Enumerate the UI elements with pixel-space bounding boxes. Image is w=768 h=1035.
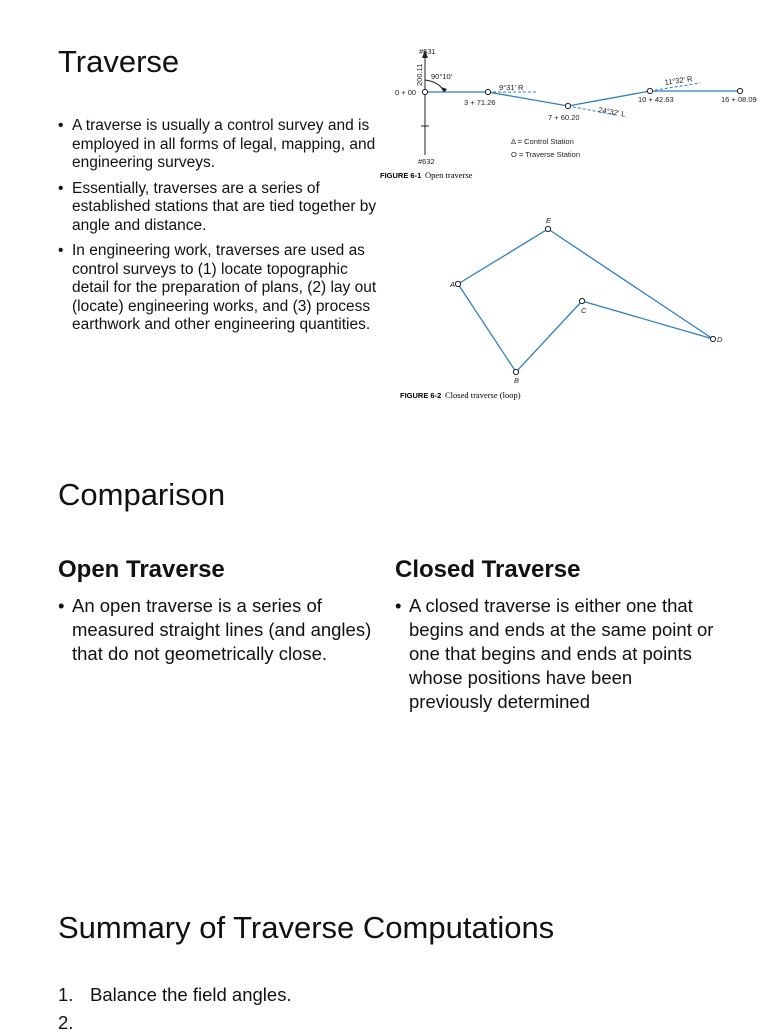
- open-traverse-list: [58, 594, 378, 666]
- point-e-label: E: [546, 216, 552, 225]
- closed-traverse-figure: [395, 212, 735, 404]
- summary-step-1-text: Balance the field angles.: [90, 984, 292, 1005]
- station-4: [737, 88, 742, 93]
- point-d-label: D: [717, 335, 723, 344]
- station-1: [485, 89, 490, 94]
- figure-6-1-number: FIGURE 6-1: [380, 171, 422, 180]
- traverse-bullet-2: • Essentially, traverses are a series of established stations that are tied together by angle and distance.: [58, 180, 378, 236]
- vertical-distance-label: 200.11: [415, 63, 424, 86]
- figure-6-1-caption: Open traverse: [425, 170, 473, 180]
- point-a: [455, 281, 460, 286]
- station-3: [647, 88, 652, 93]
- station-5-label: 16 + 08.09: [721, 95, 757, 104]
- point-c: [579, 298, 584, 303]
- closed-traverse-text: • A closed traverse is either one that begins and ends at the same point or one that begins and ends at points whose positions have been previously determined: [395, 594, 715, 714]
- traverse-bullet-list: [58, 117, 378, 342]
- bottom-station-label: #632: [418, 157, 435, 166]
- traverse-bullet-1: • A traverse is usually a control survey and is employed in all forms of legal, mapping, and engineering surveys.: [58, 117, 378, 173]
- traverse-bullet-3: • In engineering work, traverses are used as control surveys to (1) locate topographic detail for the preparation of plans, (2) lay out (locate) engineering works, and (3) process earthwork and other engineering quantities.: [58, 242, 378, 335]
- legend-traverse-station: O = Traverse Station: [511, 150, 580, 159]
- angle-3-label: 24°32′ L: [597, 105, 627, 119]
- point-e: [545, 226, 550, 231]
- slide-title-comparison: Comparison: [58, 477, 226, 512]
- summary-step-2-number: 2.: [58, 1012, 74, 1033]
- angle-1-label: 90°10′: [431, 72, 453, 81]
- station-2-label: 3 + 71.26: [464, 98, 496, 107]
- station-3-label: 7 + 60.20: [548, 113, 580, 122]
- station-4-label: 10 + 42.63: [638, 95, 674, 104]
- slide-title-summary: Summary of Traverse Computations: [58, 910, 555, 945]
- open-traverse-figure: [378, 44, 768, 186]
- summary-step-1-number: 1.: [58, 984, 74, 1005]
- angle-arc: [425, 80, 444, 92]
- start-station-label: 0 + 00: [395, 88, 417, 97]
- open-traverse-text: • An open traverse is a series of measured straight lines (and angles) that do not geometrically close.: [58, 594, 378, 666]
- top-station-label: #631: [419, 47, 436, 56]
- station-0: [422, 89, 427, 94]
- angle-2-label: 9°31′ R: [499, 83, 524, 92]
- closed-traverse-heading: Closed Traverse: [395, 556, 581, 583]
- slide-title-traverse: Traverse: [58, 44, 180, 79]
- point-b: [513, 369, 518, 374]
- legend-control-station: Δ = Control Station: [511, 137, 574, 146]
- point-b-label: B: [514, 376, 520, 385]
- point-a-label: A: [450, 280, 456, 289]
- point-d: [710, 336, 715, 341]
- figure-6-2-number: FIGURE 6-2: [400, 391, 442, 400]
- point-c-label: C: [581, 306, 587, 315]
- figure-6-2-caption: Closed traverse (loop): [445, 390, 521, 400]
- station-2: [565, 103, 570, 108]
- closed-traverse-list: [395, 594, 715, 714]
- angle-4-label: 11°32′ R: [664, 74, 694, 87]
- summary-steps-list: [58, 983, 738, 1033]
- summary-step-1: [58, 983, 738, 1007]
- open-traverse-heading: Open Traverse: [58, 556, 225, 583]
- closed-traverse-loop: [458, 229, 713, 372]
